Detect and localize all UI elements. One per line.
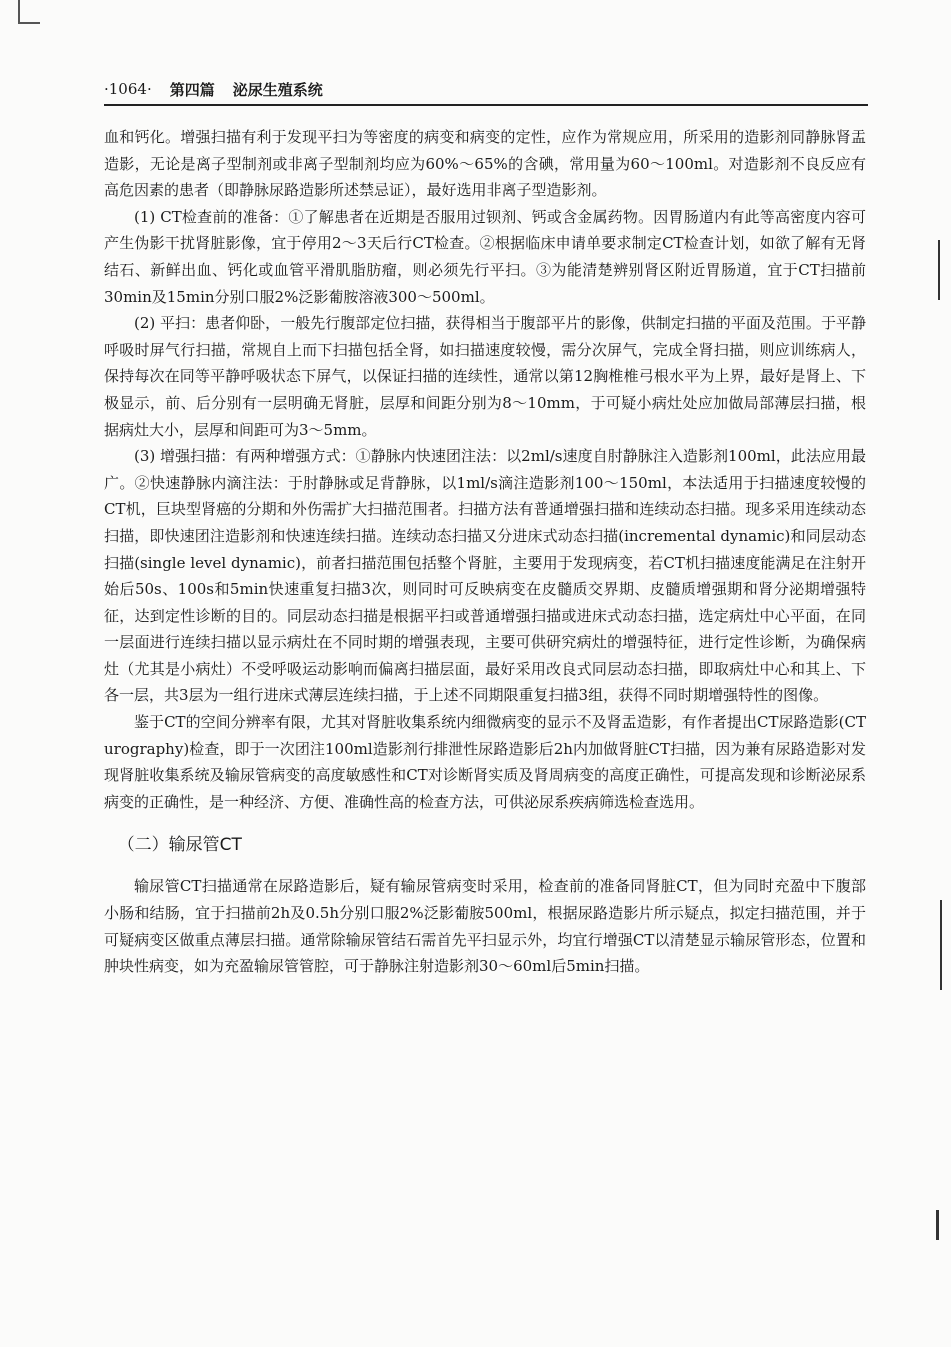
paragraph-plain-scan: (2) 平扫：患者仰卧，一般先行腹部定位扫描，获得相当于腹部平片的影像，供制定扫描的平面及范围。于平静呼吸时屏气行扫描，常规自上而下扫描包括全肾，如扫描速度较慢，需分次屏气，完成全肾扫描，则应训练病人，保持每次在同等平静呼吸状态下屏气，以保证扫描的连续性，通常以第12胸椎椎弓根水平为上界，最好是肾上、下极显示，前、后分别有一层明确无肾脏，层厚和间距分别为8～10mm，于可疑小病灶处应加做局部薄层扫描，根据病灶大小，层厚和间距可为3～5mm。: [104, 314, 866, 439]
part-title: 泌尿生殖系统: [232, 80, 323, 99]
scan-corner-mark: [18, 0, 40, 24]
body-text: [104, 124, 866, 980]
page-number: ·1064·: [104, 80, 152, 98]
paragraph-enhanced-scan: (3) 增强扫描：有两种增强方式：①静脉内快速团注法：以2ml/s速度自肘静脉注入造影剂100ml，此法应用最广。②快速静脉内滴注法：于肘静脉或足背静脉，以1ml/s滴注造影剂100～150ml，本法适用于扫描速度较慢的CT机，巨块型肾癌的分期和外伤需扩大扫描范围者。扫描方法有普通增强扫描和连续动态扫描。现多采用连续动态扫描，即快速团注造影剂和快速连续扫描。连续动态扫描又分进床式动态扫描(incremental dynamic)和同层动态扫描(single level dynamic)，前者扫描范围包括整个肾脏，主要用于发现病变，若CT机扫描速度能满足在注射开始后50s、100s和5min快速重复扫描3次，则同时可反映病变在皮髓质交界期、皮髓质增强期和肾分泌期增强特征，达到定性诊断的目的。同层动态扫描是根据平扫或普通增强扫描或进床式动态扫描，选定病灶中心平面，在同一层面进行连续扫描以显示病灶在不同时期的增强表现，主要可供研究病灶的增强特征，进行定性诊断，为确保病灶（尤其是小病灶）不受呼吸运动影响而偏离扫描层面，最好采用改良式同层动态扫描，即取病灶中心和其上、下各一层，共3层为一组行进床式薄层连续扫描，于上述不同期限重复扫描3组，获得不同时期增强特性的图像。: [104, 447, 866, 705]
scan-edge-mark: [940, 900, 942, 990]
section-heading-ureter-ct: （二）输尿管CT: [117, 835, 242, 856]
part-label: 第四篇: [169, 80, 215, 99]
header-rule: [104, 104, 868, 106]
paragraph-continuation: 血和钙化。增强扫描有利于发现平扫为等密度的病变和病变的定性，应作为常规应用，所采用的造影剂同静脉肾盂造影，无论是离子型制剂或非离子型制剂均应为60%～65%的含碘，常用量为60～100ml。对造影剂不良反应有高危因素的患者（即静脉尿路造影所述禁忌证），最好选用非离子型造影剂。: [104, 128, 866, 200]
scan-edge-mark: [936, 1210, 939, 1240]
paragraph-ct-urography: 鉴于CT的空间分辨率有限，尤其对肾脏收集系统内细微病变的显示不及肾盂造影，有作者提出CT尿路造影(CT urography)检查，即于一次团注100ml造影剂行排泄性尿路造影后2h内加做肾脏CT扫描，因为兼有尿路造影对发现肾脏收集系统及输尿管病变的高度敏感性和CT对诊断肾实质及肾周病变的高度正确性，可提高发现和诊断泌尿系病变的正确性，是一种经济、方便、准确性高的检查方法，可供泌尿系疾病筛选检查选用。: [104, 713, 866, 811]
paragraph-ureter-ct: 输尿管CT扫描通常在尿路造影后，疑有输尿管病变时采用，检查前的准备同肾脏CT，但为同时充盈中下腹部小肠和结肠，宜于扫描前2h及0.5h分别口服2%泛影葡胺500ml，根据尿路造影片所示疑点，拟定扫描范围，并于可疑病变区做重点薄层扫描。通常除输尿管结石需首先平扫显示外，均宜行增强CT以清楚显示输尿管形态，位置和肿块性病变，如为充盈输尿管管腔，可于静脉注射造影剂30～60ml后5min扫描。: [104, 877, 866, 976]
scan-edge-mark: [938, 240, 940, 300]
running-header: [104, 76, 868, 102]
paragraph-ct-preparation: (1) CT检查前的准备：①了解患者在近期是否服用过钡剂、钙或含金属药物。因胃肠道内有此等高密度内容可产生伪影干扰肾脏影像，宜于停用2～3天后行CT检查。②根据临床申请单要求制定CT检查计划，如欲了解有无肾结石、新鲜出血、钙化或血管平滑肌脂肪瘤，则必须先行平扫。③为能清楚辨别肾区附近胃肠道，宜于CT扫描前30min及15min分别口服2%泛影葡胺溶液300～500ml。: [104, 207, 866, 306]
